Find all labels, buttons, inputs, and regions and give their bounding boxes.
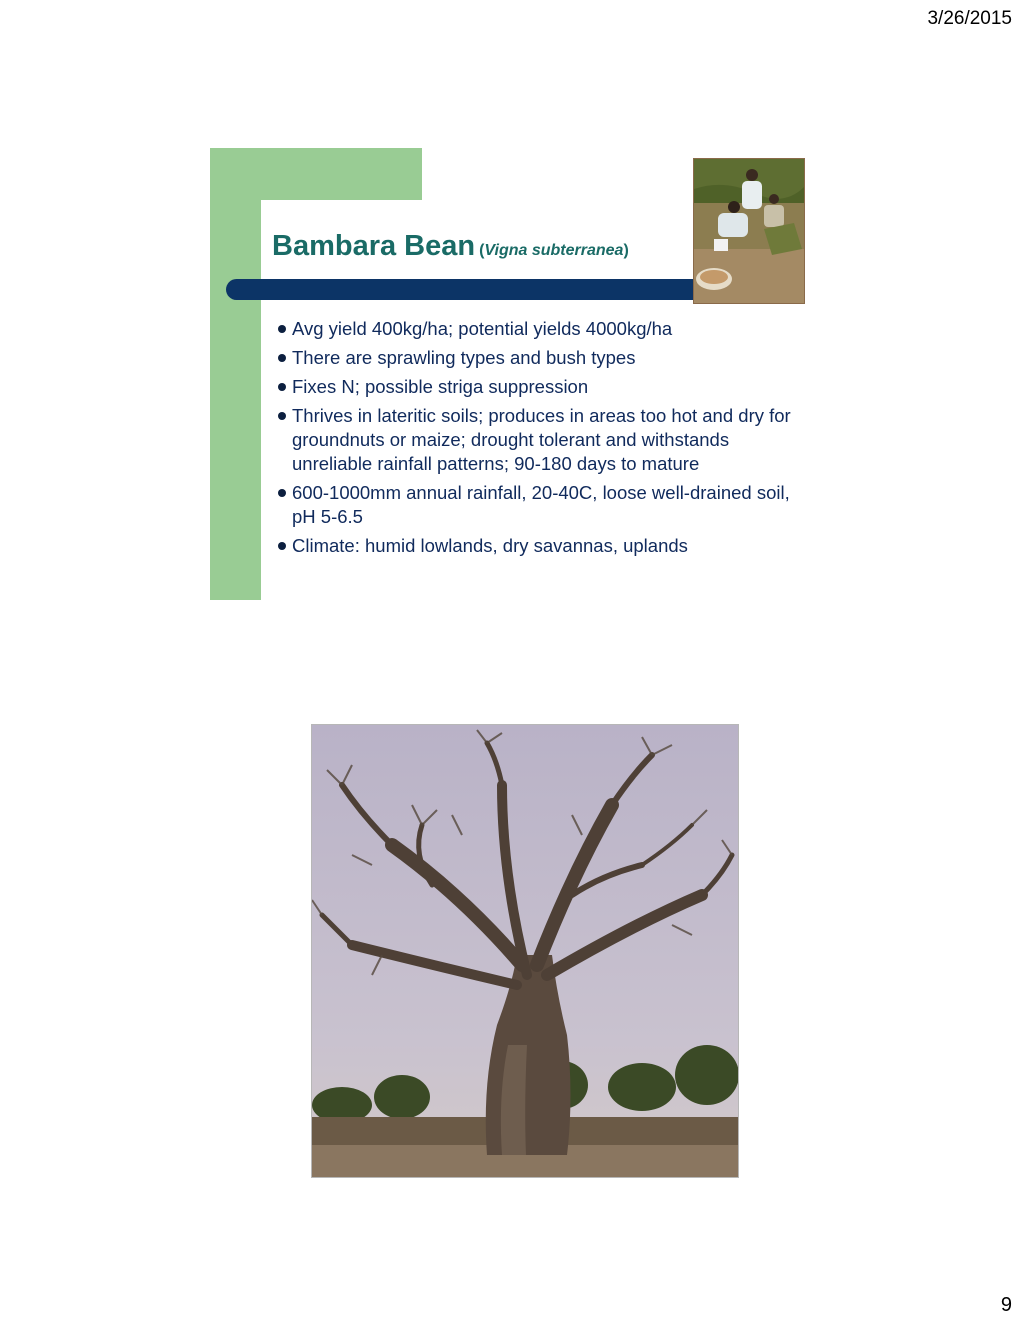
bullet-dot-icon [278, 383, 286, 391]
slide-title [272, 230, 629, 263]
list-item: Avg yield 400kg/ha; potential yields 4000kg/ha [278, 317, 798, 341]
list-item: 600-1000mm annual rainfall, 20-40C, loose well-drained soil, pH 5-6.5 [278, 481, 798, 529]
bullet-dot-icon [278, 354, 286, 362]
bullet-dot-icon [278, 412, 286, 420]
bullet-list [278, 317, 798, 563]
slide [210, 148, 805, 600]
bullet-dot-icon [278, 489, 286, 497]
farmers-harvesting-photo [693, 158, 805, 304]
list-item: There are sprawling types and bush types [278, 346, 798, 370]
title-underline-bar [226, 279, 696, 300]
page-number: 9 [1000, 1294, 1012, 1316]
list-item: Fixes N; possible striga suppression [278, 375, 798, 399]
list-item: Climate: humid lowlands, dry savannas, uplands [278, 534, 798, 558]
bullet-dot-icon [278, 325, 286, 333]
scientific-name: (Vigna subterranea) [479, 242, 629, 259]
slide-title-text: Bambara Bean [272, 230, 476, 262]
list-item: Thrives in lateritic soils; produces in areas too hot and dry for groundnuts or maize; drought tolerant and withstands unreliable rainfall patterns; 90-180 days to mature [278, 404, 798, 476]
page-date: 3/26/2015 [927, 8, 1012, 29]
green-accent-side [210, 148, 261, 600]
bullet-dot-icon [278, 542, 286, 550]
baobab-tree-photo [311, 724, 739, 1178]
